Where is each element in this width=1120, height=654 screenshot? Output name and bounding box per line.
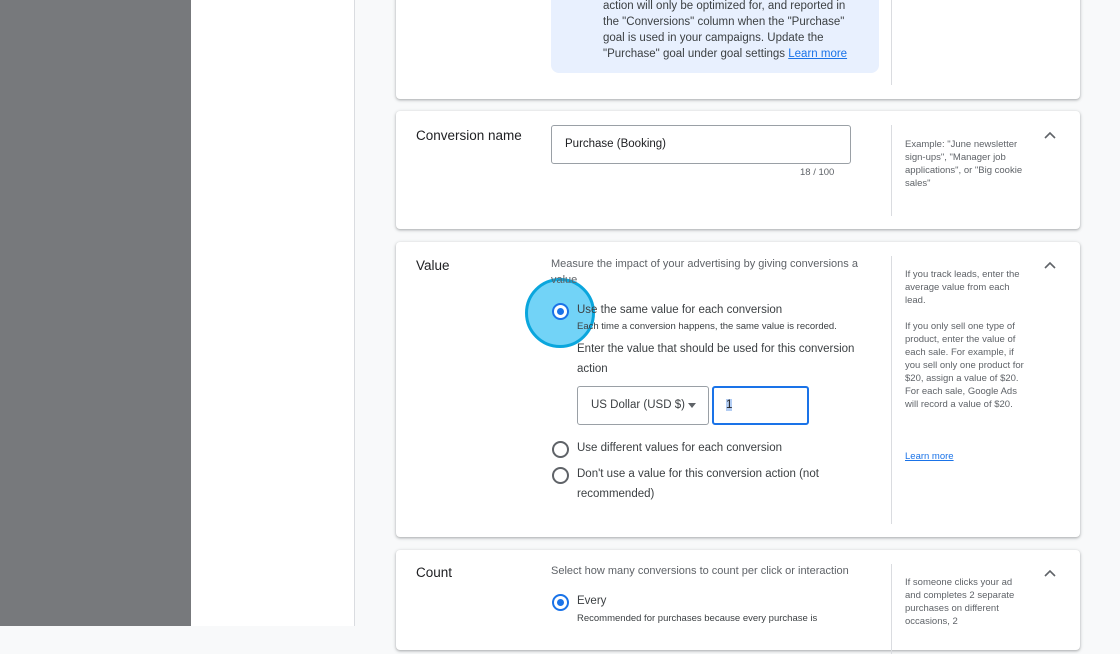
count-label: Count (416, 565, 453, 580)
value-learn-more-link[interactable]: Learn more (905, 451, 954, 462)
value-label: Value (416, 258, 450, 273)
divider (891, 256, 892, 524)
info-text: action will only be optimized for, and reported in the "Conversions" column when the "Purchase" goal is used in your campaigns. Update the "Purchase" goal under goal settings (603, 0, 846, 60)
conversion-name-label: Conversion name (416, 128, 522, 143)
count-card (396, 550, 1080, 650)
info-learn-more-link[interactable]: Learn more (788, 48, 848, 60)
no-value-label: Don't use a value for this conversion action (not recommended) (577, 468, 819, 500)
same-value-sub: Each time a conversion happens, the same value is recorded. (577, 321, 837, 332)
radio-same-value[interactable] (552, 303, 569, 320)
chevron-up-icon[interactable] (1042, 257, 1058, 273)
same-value-label: Use the same value for each conversion (577, 304, 783, 316)
every-label: Every (577, 595, 607, 607)
radio-different-values[interactable] (552, 441, 569, 458)
info-box (551, 0, 879, 73)
radio-no-value[interactable] (552, 467, 569, 484)
conversion-name-card (396, 111, 1080, 229)
count-description: Select how many conversions to count per click or interaction (551, 565, 849, 577)
goal-info-card (396, 0, 1080, 99)
value-card (396, 242, 1080, 537)
count-help: If someone clicks your ad and completes 2 separate purchases on different occasions, 2 (905, 577, 1015, 627)
divider (891, 564, 892, 654)
chevron-up-icon[interactable] (1042, 565, 1058, 581)
value-amount-text: 1 (726, 399, 733, 411)
value-amount-input[interactable] (712, 386, 809, 425)
conversion-name-input[interactable]: Purchase (Booking) (551, 125, 851, 164)
chevron-up-icon[interactable] (1042, 127, 1058, 143)
divider (891, 125, 892, 216)
conversion-name-help: Example: "June newsletter sign-ups", "Manager job applications", or "Big cookie sales" (905, 139, 1023, 189)
enter-value-prompt: Enter the value that should be used for this conversion action (577, 343, 855, 375)
radio-every[interactable] (552, 594, 569, 611)
every-sub: Recommended for purchases because every purchase is (577, 613, 818, 624)
value-help-2: If you only sell one type of product, enter the value of each sale. For example, if you sell only one product for $20, assign a value of $20. For each sale, Google Ads will record a value of $20. (905, 321, 1024, 410)
overlay-background (0, 0, 191, 626)
currency-value: US Dollar (USD $) (591, 399, 685, 411)
currency-select[interactable] (577, 386, 709, 425)
value-description: Measure the impact of your advertising by giving conversions a value (551, 258, 858, 286)
different-values-label: Use different values for each conversion (577, 442, 782, 454)
side-panel (191, 0, 355, 626)
value-help-1: If you track leads, enter the average value from each lead. (905, 269, 1020, 306)
dropdown-arrow-icon (688, 403, 696, 408)
char-counter: 18 / 100 (800, 167, 835, 178)
divider (891, 0, 892, 85)
